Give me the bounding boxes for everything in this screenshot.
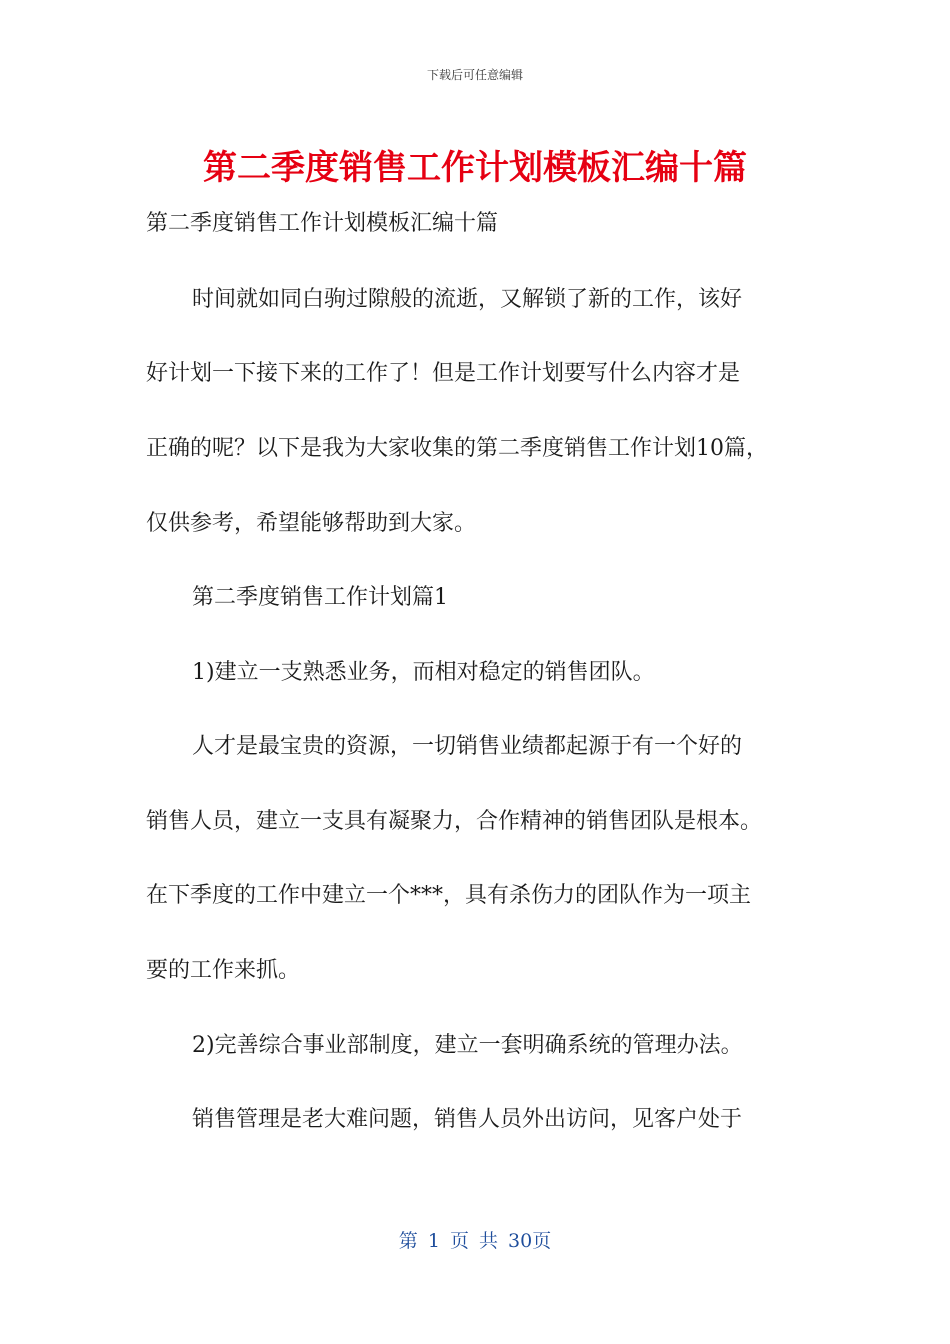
header-note: 下载后可任意编辑 [426, 68, 523, 82]
paragraph-line: 好计划一下接下来的工作了！但是工作计划要写什么内容才是 [146, 361, 741, 386]
paragraph-line: 仅供参考，希望能够帮助到大家。 [146, 511, 477, 536]
page-footer: 第 1 页 共 30页 [398, 1230, 552, 1252]
paragraph-line: 正确的呢？以下是我为大家收集的第二季度销售工作计划10篇， [146, 436, 768, 461]
paragraph-line: 销售人员，建立一支具有凝聚力，合作精神的销售团队是根本。 [146, 809, 763, 834]
paragraph-line: 1)建立一支熟悉业务，而相对稳定的销售团队。 [192, 660, 655, 685]
paragraph-line: 人才是最宝贵的资源，一切销售业绩都起源于有一个好的 [192, 734, 743, 759]
paragraph-line: 销售管理是老大难问题，销售人员外出访问，见客户处于 [192, 1107, 743, 1132]
document-title: 第二季度销售工作计划模板汇编十篇 [203, 148, 747, 188]
paragraph-line: 要的工作来抓。 [146, 958, 301, 983]
subtitle-line: 第二季度销售工作计划模板汇编十篇 [146, 211, 499, 236]
section-heading: 第二季度销售工作计划篇1 [192, 585, 448, 610]
paragraph-line: 在下季度的工作中建立一个***，具有杀伤力的团队作为一项主 [146, 883, 752, 908]
paragraph-line: 时间就如同白驹过隙般的流逝，又解锁了新的工作，该好 [192, 287, 743, 312]
paragraph-line: 2)完善综合事业部制度，建立一套明确系统的管理办法。 [192, 1033, 743, 1058]
